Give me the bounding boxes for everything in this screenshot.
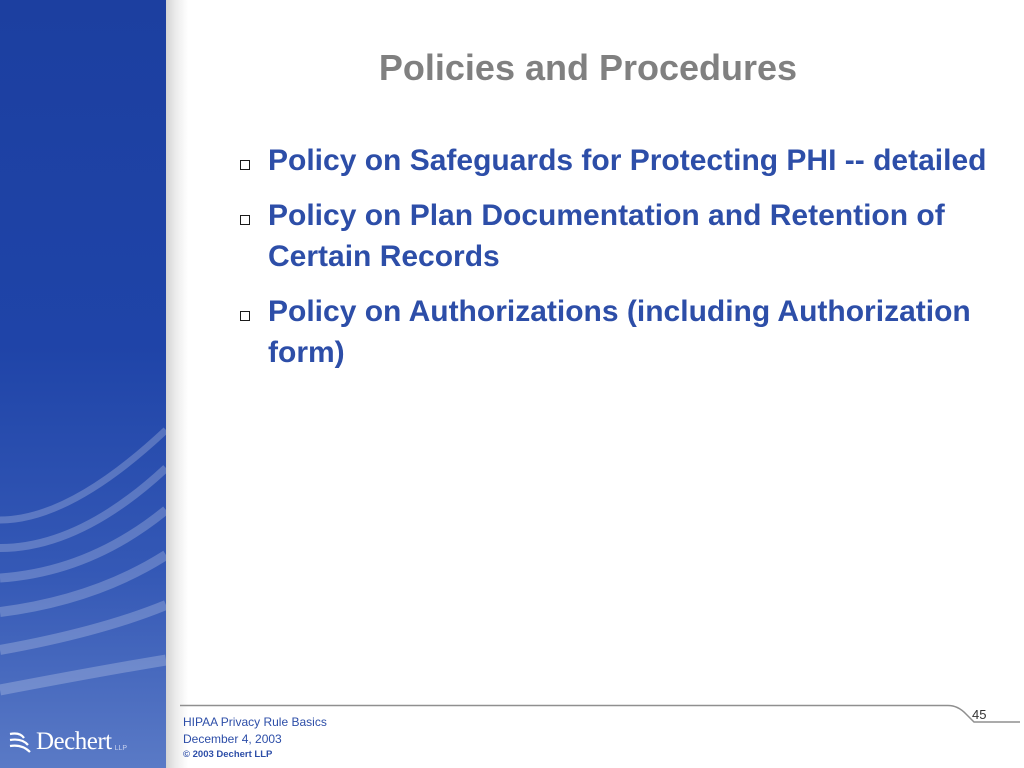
square-bullet-icon: [240, 160, 250, 170]
bullet-text: Policy on Authorizations (including Authorization form): [268, 295, 971, 369]
dechert-logo: [8, 728, 127, 756]
page-number: 45: [972, 707, 987, 722]
footer-copyright: © 2003 Dechert LLP: [183, 749, 273, 760]
bullet-item: [232, 195, 992, 277]
bullet-text: Policy on Plan Documentation and Retention of Certain Records: [268, 199, 945, 273]
bullet-item: [232, 140, 992, 181]
bullet-item: [232, 291, 992, 373]
dechert-logo-mark-icon: [8, 730, 34, 754]
footer-date: December 4, 2003: [183, 732, 282, 746]
slide-title: Policies and Procedures: [378, 47, 798, 88]
side-decorative-band: [0, 0, 166, 768]
footer-presentation-title: HIPAA Privacy Rule Basics: [183, 715, 327, 729]
square-bullet-icon: [240, 311, 250, 321]
bullet-list: [232, 140, 992, 387]
bullet-text: Policy on Safeguards for Protecting PHI -- detailed: [268, 144, 987, 177]
side-band-shadow: [166, 0, 188, 768]
logo-suffix: LLP: [114, 744, 128, 752]
logo-name: Dechert: [36, 728, 112, 755]
wave-stripes-graphic: [0, 0, 166, 768]
square-bullet-icon: [240, 215, 250, 225]
